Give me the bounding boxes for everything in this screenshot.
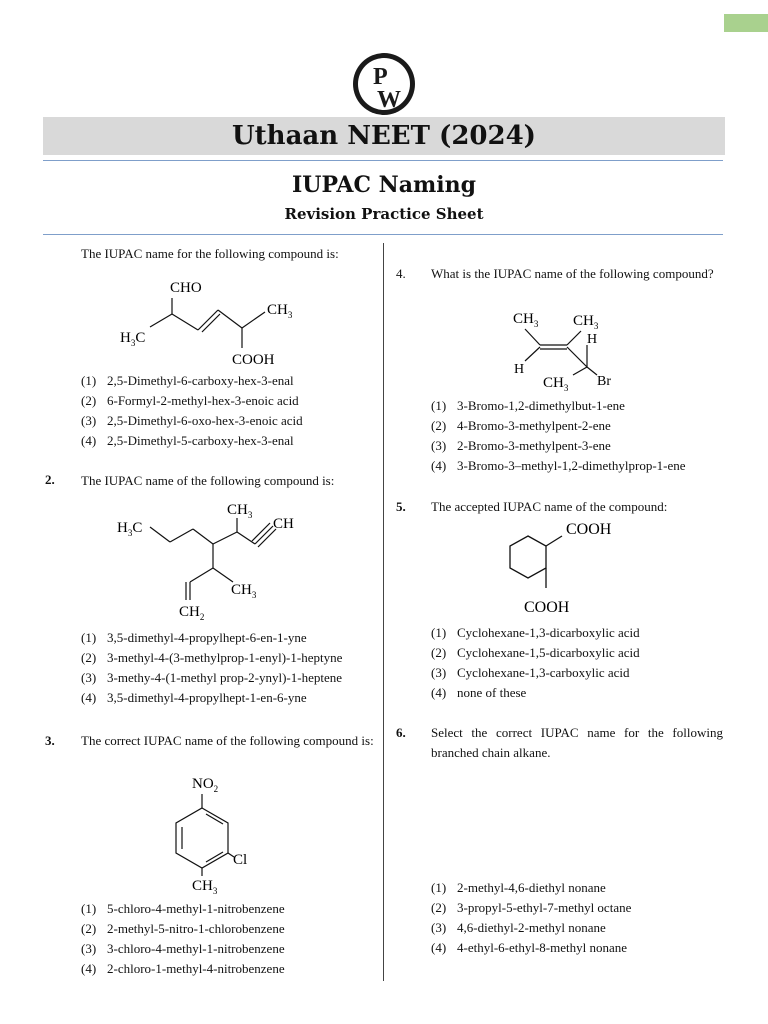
option-number: (2) (81, 921, 97, 936)
option-number: (2) (81, 393, 97, 408)
q3-label-cl: Cl (233, 852, 248, 868)
q5-label-cooh-bottom: COOH (524, 599, 570, 616)
option-text: 2-chloro-1-methyl-4-nitrobenzene (107, 961, 285, 976)
q1-label-cho: CHO (170, 280, 202, 296)
option-number: (3) (81, 413, 97, 428)
q1-option-3[interactable] (81, 411, 303, 431)
option-text: 3-Bromo-1,2-dimethylbut-1-ene (457, 398, 625, 413)
q4-number: 4. (396, 266, 406, 281)
logo-letter-p: P (373, 64, 388, 90)
q4-label-br: Br (597, 374, 611, 389)
q3-text: The correct IUPAC name of the following compound is: (81, 733, 374, 748)
q4-structure (505, 305, 635, 395)
q4-option-3[interactable] (431, 436, 686, 456)
column-divider (383, 243, 384, 981)
banner-title: Uthaan NEET (2024) (43, 117, 725, 155)
page-title: IUPAC Naming (291, 172, 477, 198)
option-text: 4,6-diethyl-2-methyl nonane (457, 920, 606, 935)
option-text: 2,5-Dimethyl-5-carboxy-hex-3-enal (107, 433, 294, 448)
q3-label-ch3: $CH_3$ (192, 878, 218, 896)
q2-label-ch2: $CH_2$ (179, 604, 205, 622)
option-number: (2) (431, 900, 447, 915)
q3-options (81, 899, 285, 979)
q3-number: 3. (45, 733, 55, 748)
q2-label-ch3-side: $CH_3$ (231, 582, 257, 600)
option-text: 2-methyl-4,6-diethyl nonane (457, 880, 606, 895)
q1-options (81, 371, 303, 451)
option-text: 5-chloro-4-methyl-1-nitrobenzene (107, 901, 285, 916)
q2-label-ch: CH (273, 516, 294, 532)
q4-label-h-left: H (514, 362, 525, 377)
option-number: (3) (431, 438, 447, 453)
option-number: (4) (81, 690, 97, 705)
q4-label-h-right: H (587, 332, 598, 347)
q1-label-h3c: $H_3C$ (120, 330, 146, 348)
option-number: (1) (81, 630, 97, 645)
option-number: (4) (431, 458, 447, 473)
option-number: (4) (431, 940, 447, 955)
q4-label-ch3-b: $CH_3$ (573, 313, 599, 331)
logo-letter-w: W (377, 87, 401, 113)
option-number: (3) (431, 920, 447, 935)
pw-logo (352, 52, 416, 116)
option-number: (4) (81, 433, 97, 448)
option-text: 3-methyl-4-(3-methylprop-1-enyl)-1-heptyne (107, 650, 343, 665)
q5-text: The accepted IUPAC name of the compound: (431, 499, 668, 514)
option-text: 3-chloro-4-methyl-1-nitrobenzene (107, 941, 285, 956)
q3-structure (150, 770, 270, 896)
option-number: (1) (431, 625, 447, 640)
q2-structure (115, 496, 315, 624)
q3-option-3[interactable] (81, 939, 285, 959)
q2-option-3[interactable] (81, 668, 342, 688)
option-number: (2) (81, 650, 97, 665)
q3-option-1[interactable] (81, 899, 285, 919)
option-text: Cyclohexane-1,3-carboxylic acid (457, 665, 630, 680)
option-number: (4) (81, 961, 97, 976)
q1-option-1[interactable] (81, 371, 303, 391)
q4-option-4[interactable] (431, 456, 686, 476)
q4-options (431, 396, 686, 476)
header-rule (43, 160, 723, 161)
corner-tab (724, 14, 768, 32)
option-number: (1) (431, 880, 447, 895)
page-subtitle: Revision Practice Sheet (284, 205, 484, 223)
option-number: (1) (81, 373, 97, 388)
q1-option-2[interactable] (81, 391, 303, 411)
q6-options (431, 878, 631, 958)
q5-structure (500, 514, 630, 620)
option-text: 2-Bromo-3-methylpent-3-ene (457, 438, 611, 453)
option-number: (4) (431, 685, 447, 700)
q6-option-4[interactable] (431, 938, 631, 958)
q1-structure (110, 272, 310, 372)
option-text: 2,5-Dimethyl-6-carboxy-hex-3-enal (107, 373, 294, 388)
option-text: 2-methyl-5-nitro-1-chlorobenzene (107, 921, 285, 936)
q4-label-ch3-c: $CH_3$ (543, 375, 569, 393)
q5-options (431, 623, 640, 703)
q2-option-1[interactable] (81, 628, 342, 648)
option-text: 3,5-dimethyl-4-propylhept-6-en-1-yne (107, 630, 307, 645)
q5-option-2[interactable] (431, 643, 640, 663)
q5-number: 5. (396, 499, 406, 514)
q6-option-1[interactable] (431, 878, 631, 898)
q2-text: The IUPAC name of the following compound is: (81, 473, 335, 488)
q3-option-4[interactable] (81, 959, 285, 979)
option-text: 2,5-Dimethyl-6-oxo-hex-3-enoic acid (107, 413, 303, 428)
q2-option-4[interactable] (81, 688, 342, 708)
option-text: Cyclohexane-1,3-dicarboxylic acid (457, 625, 640, 640)
option-text: 3-methy-4-(1-methyl prop-2-ynyl)-1-heptene (107, 670, 343, 685)
q1-text: The IUPAC name for the following compound is: (81, 246, 339, 261)
option-text: 3,5-dimethyl-4-propylhept-1-en-6-yne (107, 690, 307, 705)
q5-option-3[interactable] (431, 663, 640, 683)
q6-option-2[interactable] (431, 898, 631, 918)
option-number: (3) (81, 670, 97, 685)
option-text: 4-ethyl-6-ethyl-8-methyl nonane (457, 940, 628, 955)
q4-option-1[interactable] (431, 396, 686, 416)
q6-number: 6. (396, 725, 406, 740)
option-text: none of these (457, 685, 527, 700)
q3-option-2[interactable] (81, 919, 285, 939)
option-number: (2) (431, 645, 447, 660)
q2-label-ch3-top: $CH_3$ (227, 502, 253, 520)
q4-label-ch3-a: $CH_3$ (513, 311, 539, 329)
q1-label-ch3: $CH_3$ (267, 302, 293, 320)
option-text: Cyclohexane-1,5-dicarboxylic acid (457, 645, 640, 660)
q5-option-1[interactable] (431, 623, 640, 643)
option-number: (1) (81, 901, 97, 916)
q1-label-cooh: COOH (232, 352, 275, 368)
option-number: (2) (431, 418, 447, 433)
subtitle-rule (43, 234, 723, 235)
q2-options (81, 628, 342, 708)
option-number: (1) (431, 398, 447, 413)
q2-option-2[interactable] (81, 648, 342, 668)
option-text: 3-Bromo-3–methyl-1,2-dimethylprop-1-ene (457, 458, 686, 473)
q5-option-4[interactable] (431, 683, 640, 703)
q4-option-2[interactable] (431, 416, 686, 436)
option-number: (3) (81, 941, 97, 956)
q6-text: Select the correct IUPAC name for the following branched chain alkane. (431, 725, 723, 760)
q2-number: 2. (45, 472, 55, 487)
option-text: 3-propyl-5-ethyl-7-methyl octane (457, 900, 632, 915)
q6-option-3[interactable] (431, 918, 631, 938)
q1-option-4[interactable] (81, 431, 303, 451)
q2-label-h3c: $H_3C$ (117, 520, 143, 538)
q5-label-cooh-top: COOH (566, 521, 612, 538)
option-number: (3) (431, 665, 447, 680)
option-text: 6-Formyl-2-methyl-hex-3-enoic acid (107, 393, 299, 408)
option-text: 4-Bromo-3-methylpent-2-ene (457, 418, 611, 433)
q3-label-no2: $NO_2$ (192, 776, 219, 794)
q4-text: What is the IUPAC name of the following compound? (431, 266, 714, 281)
